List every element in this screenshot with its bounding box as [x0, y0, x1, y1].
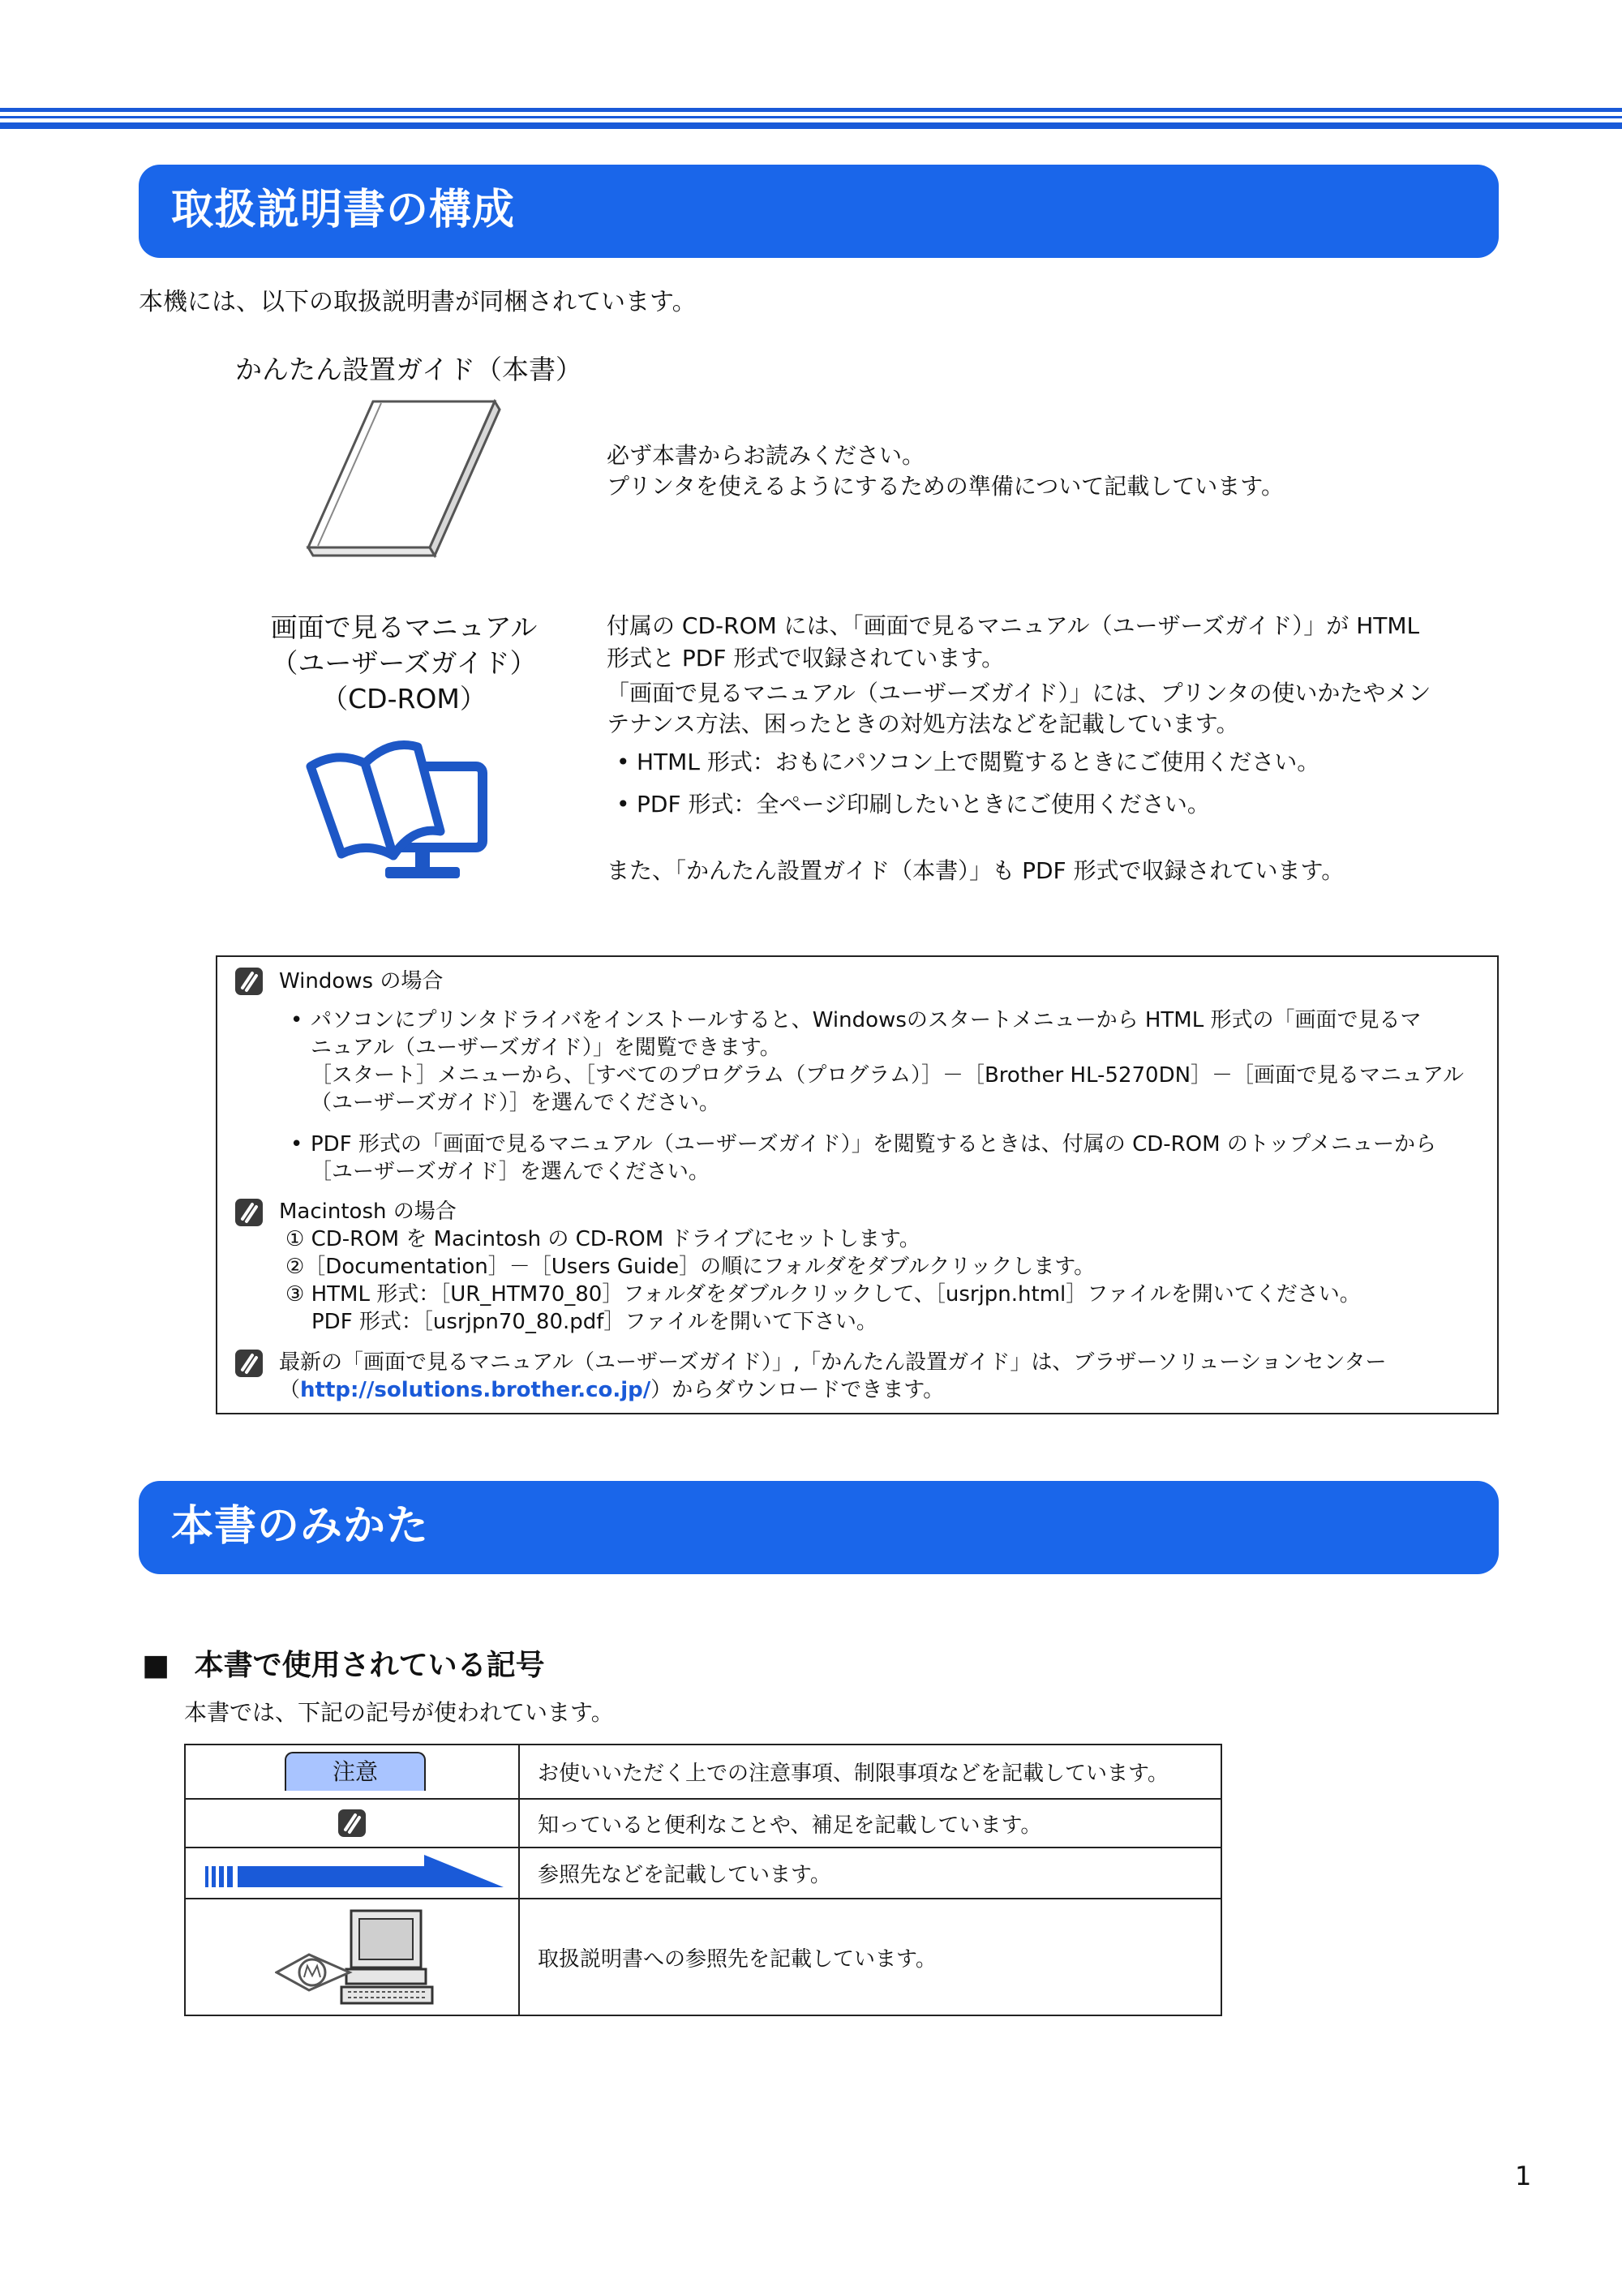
latest-note-line1: 最新の「画面で見るマニュアル（ユーザーズガイド）」,「かんたん設置ガイド」は、ブラザーソリューションセンター — [279, 1350, 1387, 1375]
manual-label-line1: 画面で見るマニュアル — [270, 612, 538, 643]
reference-arrow-icon — [205, 1853, 505, 1895]
section-banner-manuals — [139, 165, 1499, 258]
intro-text: 本機には、以下の取扱説明書が同梱されています。 — [139, 288, 697, 316]
memo-symbol-cell — [185, 1799, 519, 1848]
latest-note-tail: ）からダウンロードできます。 — [650, 1378, 945, 1402]
reference-symbol-cell — [185, 1848, 519, 1899]
manual-desc-2: 形式と PDF 形式で収録されています。 — [607, 645, 1005, 672]
mac-step3: ③ HTML 形式：［UR_HTM70_80］フォルダをダブルクリックして、［usrjpn.html］ファイルを開いてください。 — [285, 1282, 1361, 1307]
page-number: 1 — [1515, 2161, 1532, 2191]
subheading-text: 本書で使用されている記号 — [194, 1649, 545, 1682]
bullet-dot: • — [290, 1132, 303, 1157]
manual-desc-1: 付属の CD-ROM には、「画面で見るマニュアル（ユーザーズガイド）」が HTML — [607, 612, 1420, 639]
manual-label-line2: （ユーザーズガイド） — [271, 647, 537, 679]
manual-label-line3: （CD-ROM） — [321, 683, 487, 715]
windows-bullet1-line1: パソコンにプリンタドライバをインストールすると、Windowsのスタートメニューから HTML 形式の「画面で見るマ — [311, 1008, 1422, 1032]
header-rule-middle — [0, 116, 1622, 118]
legend-desc: お使いいただく上での注意事項、制限事項などを記載しています。 — [519, 1745, 1221, 1799]
memo-icon — [235, 1350, 263, 1377]
legend-desc: 取扱説明書への参照先を記載しています。 — [519, 1899, 1221, 2015]
windows-bullet2-line2: ［ユーザーズガイド］を選んでください。 — [311, 1160, 710, 1184]
section-banner-how-to-read — [139, 1481, 1499, 1574]
onscreen-manual-icon — [304, 734, 491, 888]
manual-label — [258, 610, 550, 717]
table-row — [185, 1745, 1221, 1799]
guide-desc-1: 必ず本書からお読みください。 — [607, 442, 925, 469]
memo-icon — [235, 968, 263, 995]
windows-bullet1-line4: （ユーザーズガイド）］を選んでください。 — [311, 1091, 720, 1115]
bullet-dot: • — [616, 791, 630, 818]
memo-icon — [235, 1199, 263, 1226]
booklet-icon — [300, 393, 503, 564]
bullet-dot: • — [290, 1008, 303, 1032]
section-title: 取扱説明書の構成 — [171, 186, 516, 234]
paren-open: （ — [279, 1378, 301, 1402]
mac-note-title: Macintosh の場合 — [279, 1199, 457, 1224]
manual-bullet-pdf: PDF 形式：全ページ印刷したいときにご使用ください。 — [637, 791, 1210, 818]
windows-bullet1-line3: ［スタート］メニューから、［すべてのプログラム（プログラム）］－［Brother HL-5270DN］－［画面で見るマニュアル — [311, 1063, 1465, 1088]
caution-symbol-cell — [185, 1745, 519, 1799]
legend-desc: 参照先などを記載しています。 — [519, 1848, 1221, 1899]
square-bullet-icon: ■ — [142, 1649, 170, 1682]
guide-desc-2: プリンタを使えるようにするための準備について記載しています。 — [607, 473, 1284, 500]
legend-desc: 知っていると便利なことや、補足を記載しています。 — [519, 1799, 1221, 1848]
header-rule-bottom — [0, 122, 1622, 129]
windows-bullet2-line1: PDF 形式の「画面で見るマニュアル（ユーザーズガイド）」を閲覧するときは、付属の CD-ROM のトップメニューから — [311, 1132, 1437, 1157]
notes-box — [216, 955, 1499, 1414]
manual-ref-symbol-cell — [185, 1899, 519, 2015]
symbol-legend-table — [184, 1744, 1222, 2016]
section-title: 本書のみかた — [171, 1502, 430, 1551]
table-row — [185, 1799, 1221, 1848]
caution-tab: 注意 — [285, 1752, 426, 1791]
windows-bullet1-line2: ニュアル（ユーザーズガイド）」を閲覧できます。 — [311, 1036, 781, 1060]
guide-label: かんたん設置ガイド（本書） — [235, 354, 583, 385]
solutions-link[interactable]: http://solutions.brother.co.jp/ — [300, 1378, 651, 1402]
manual-desc-4: テナンス方法、困ったときの対処方法などを記載しています。 — [607, 710, 1239, 737]
subheading — [142, 1646, 545, 1685]
mac-step1: ① CD-ROM を Macintosh の CD-ROM ドライブにセットします。 — [285, 1227, 920, 1251]
mac-step2: ②［Documentation］－［Users Guide］の順にフォルダをダブルクリックします。 — [285, 1255, 1096, 1279]
manual-also: また、「かんたん設置ガイド（本書）」も PDF 形式で収録されています。 — [607, 857, 1345, 884]
windows-note-title: Windows の場合 — [279, 969, 444, 994]
header-rule-top — [0, 108, 1622, 112]
memo-icon — [338, 1809, 366, 1837]
computer-manual-icon — [275, 1908, 437, 2008]
latest-note-line2 — [279, 1375, 944, 1405]
table-row — [185, 1899, 1221, 2015]
mac-step3-pdf: PDF 形式：［usrjpn70_80.pdf］ファイルを開いて下さい。 — [311, 1310, 878, 1334]
manual-desc-3: 「画面で見るマニュアル（ユーザーズガイド）」には、プリンタの使いかたやメン — [607, 680, 1431, 706]
bullet-dot: • — [616, 749, 630, 775]
table-row — [185, 1848, 1221, 1899]
manual-bullet-html: HTML 形式：おもにパソコン上で閲覧するときにご使用ください。 — [637, 749, 1320, 775]
legend-intro: 本書では、下記の記号が使われています。 — [184, 1699, 614, 1726]
